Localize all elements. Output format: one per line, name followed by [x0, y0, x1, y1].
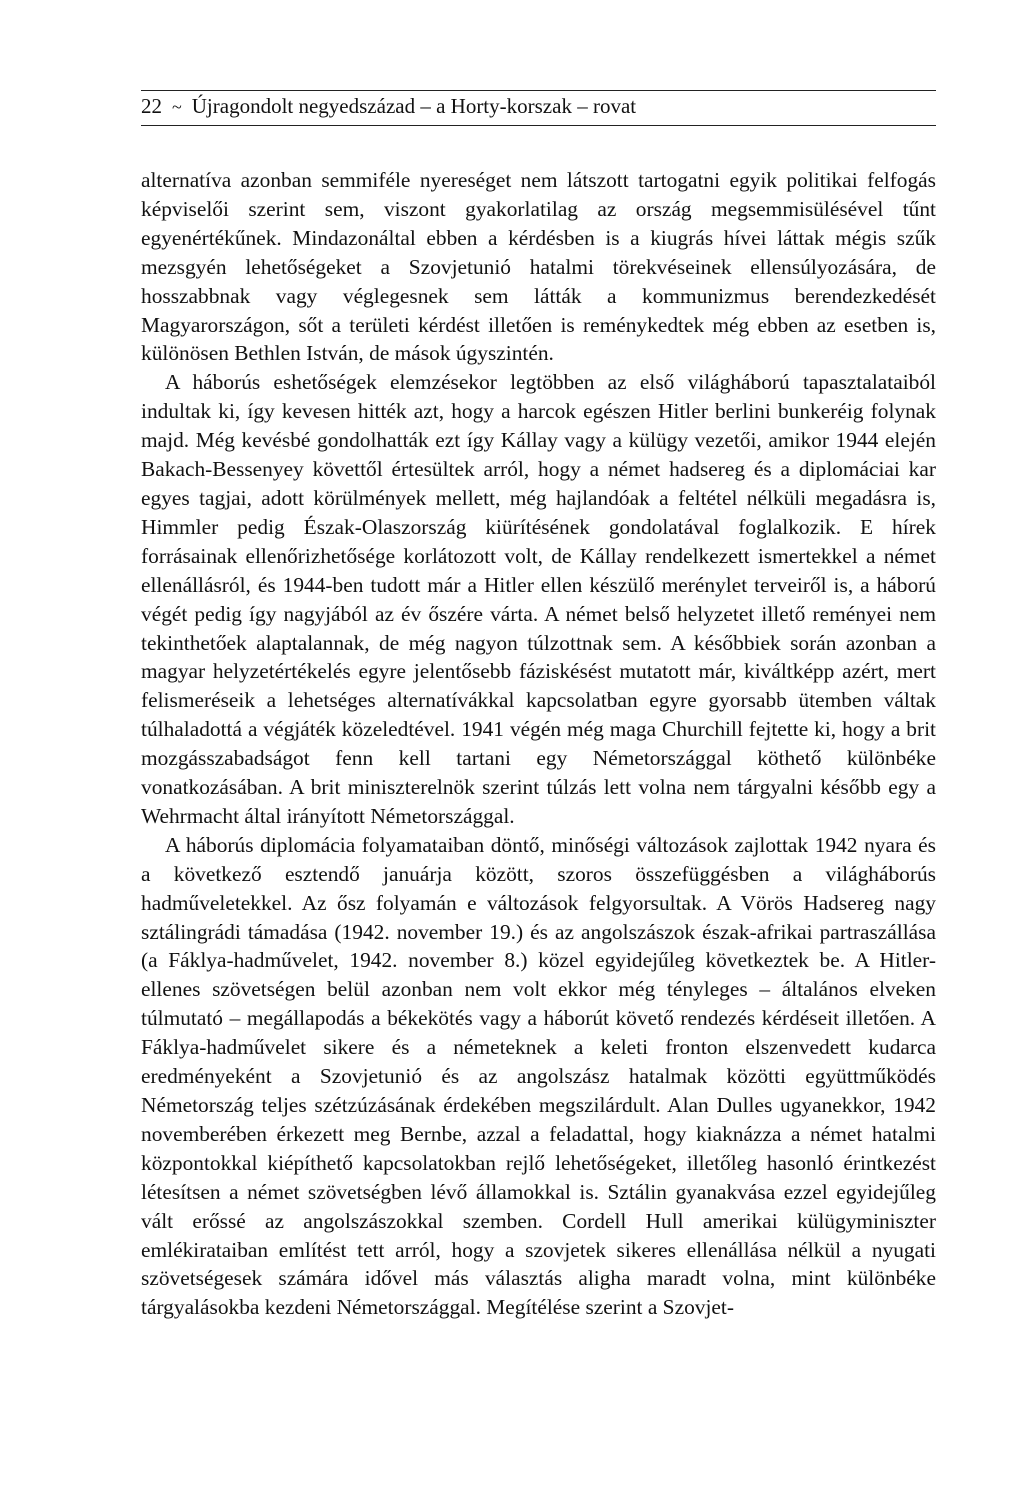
document-page [141, 90, 936, 1322]
paragraph: A háborús eshetőségek elemzésekor legtöbben az első világháború tapasztalataiból indultak ki, így kevesen hitték azt, hogy a harcok egészen Hitler berlini bunkeréig folynak majd. Még kevésbé gondolhatták ezt így Kállay vagy a külügy vezetői, amikor 1944 elején Bakach-Bessenyey követtől értesültek arról, hogy a német hadsereg és a diplomáciai kar egyes tagjai, adott körülmények mellett, még hajlandóak a feltétel nélküli megadásra is, Himmler pedig Észak-Olaszország kiürítésének gondolatával foglalkozik. E hírek forrásainak ellenőrizhetősége korlátozott volt, de Kállay rendelkezett ismertekkel a német ellenállásról, és 1944-ben tudott már a Hitler ellen készülő merénylet terveiről is, a háború végét pedig így nagyjából az év őszére várta. A német belső helyzetet illető reményei nem tekinthetőek alaptalannak, de még nagyon túlzottnak sem. A későbbiek során azonban a magyar helyzetértékelés egyre jelentősebb fáziskésést mutatott már, kiváltképp azért, mert felismeréseik a lehetséges alternatívákkal kapcsolatban egyre gyorsabb ütemben váltak túlhaladottá a végjáték közeledtével. 1941 végén még maga Churchill fejtette ki, hogy a brit mozgásszabadságot fenn kell tartani egy Németországgal köthető különbéke vonatkozásában. A brit miniszterelnök szerint túlzás lett volna nem tárgyalni később egy a Wehrmacht által irányított Németországgal. [141, 370, 936, 828]
paragraph: A háborús diplomácia folyamataiban döntő, minőségi változások zajlottak 1942 nyara és a következő esztendő januárja között, szoros összefüggésben a világháborús hadműveletekkel. Az ősz folyamán e változások felgyorsultak. A Vörös Hadsereg nagy sztálingrádi támadása (1942. november 19.) és az angolszászok észak-afrikai partraszállása (a Fáklya-hadművelet, 1942. november 8.) közel egyidejűleg következtek be. A Hitler-ellenes szövetségen belül azonban nem volt ekkor még tényleges – általános elveken túlmutató – megállapodás a békekötés vagy a háborút követő rendezés kérdéseit illetően. A Fáklya-hadművelet sikere és a németeknek a keleti fronton elszenvedett kudarca eredményeként a Szovjetunió és az angolszász hatalmak közötti együttműködés Németország teljes szétzúzásának érdekében megszilárdult. Alan Dulles ugyanekkor, 1942 novemberében érkezett meg Bernbe, azzal a feladattal, hogy kiaknázza a német hatalmi központokkal kiépíthető kapcsolatokban rejlő lehetőségeket, illetőleg hasonló érintkezést létesítsen a német szövetségben lévő államokkal is. Sztálin gyanakvása ezzel egyidejűleg vált erőssé az angolszászokkal szemben. Cordell Hull amerikai külügyminiszter emlékirataiban említést tett arról, hogy a szovjetek sikeres ellenállása nélkül a nyugati szövetségesek számára idővel más választás aligha maradt volna, mint különbéke tárgyalásokba kezdeni Németországgal. Megítélése szerint a Szovjet- [141, 832, 936, 1320]
running-header [141, 90, 936, 126]
header-title: Újragondolt negyedszázad – a Horty-korszak – rovat [191, 94, 637, 118]
body-text [141, 166, 936, 1322]
page-number: 22 [141, 94, 162, 118]
paragraph: alternatíva azonban semmiféle nyereséget nem látszott tartogatni egyik politikai felfogás képviselői szerint sem, viszont gyakorlatilag az ország megsemmisülésével tűnt egyenértékűnek. Mindazonáltal ebben a kérdésben is a kiugrás hívei láttak mégis szűk mezsgyén lehetőségeket a Szovjetunió hatalmi törekvéseinek ellensúlyozására, de hosszabbnak vagy véglegesnek sem látták a kommunizmus berendezkedését Magyarországon, sőt a területi kérdést illetően is reménykedtek még ebben az esetben is, különösen Bethlen István, de mások úgyszintén. [141, 168, 936, 366]
header-separator: ~ [172, 97, 182, 117]
